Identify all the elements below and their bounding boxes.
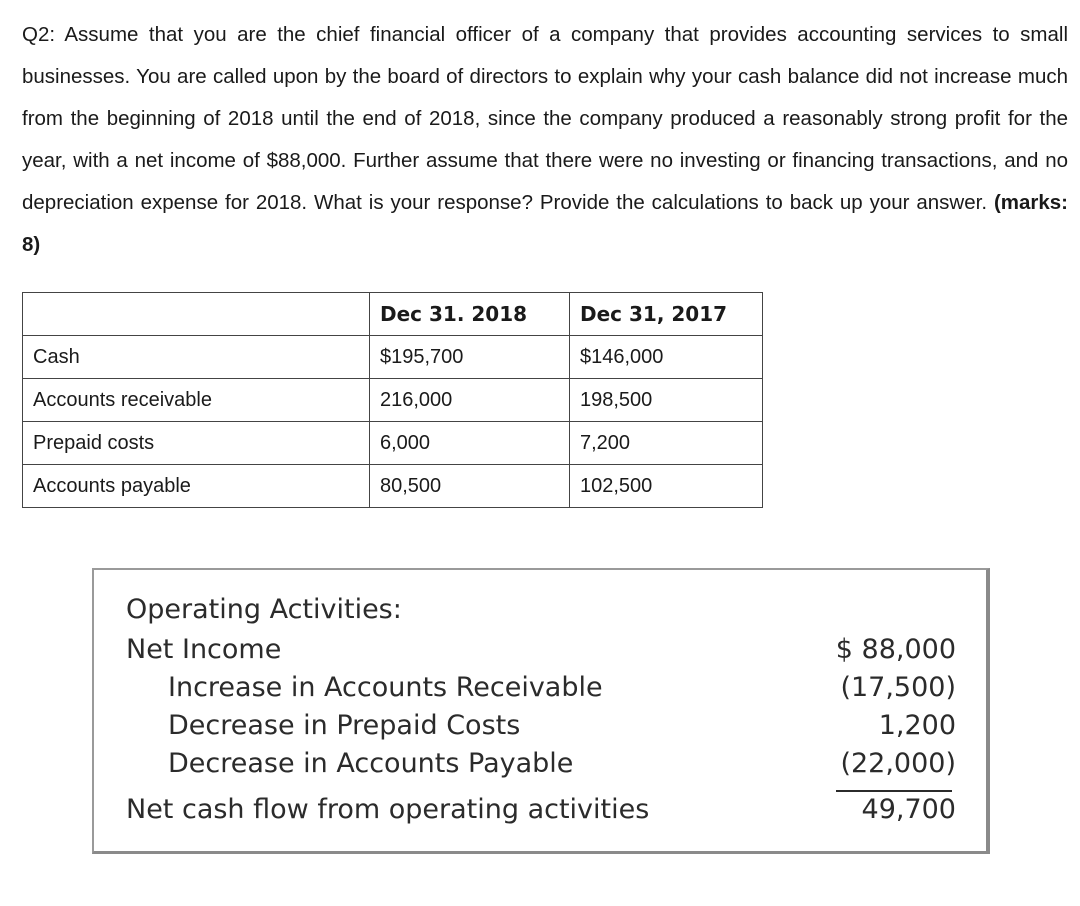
operating-activities-heading: Operating Activities: [126,594,402,625]
row-amount: 1,200 [878,710,956,741]
row-amount: (17,500) [840,672,956,703]
table-cell: 102,500 [570,465,763,508]
net-cash-flow-row [126,794,956,832]
table-cell: 6,000 [370,422,570,465]
table-cell: Accounts receivable [23,379,370,422]
table-cell: Accounts payable [23,465,370,508]
table-cell: Prepaid costs [23,422,370,465]
question-body: Q2: Assume that you are the chief financial officer of a company that provides accounting services to small businesses. You are called upon by the board of directors to explain why your cash balance did not increase much from the beginning of 2018 until the end of 2018, since the company produced a reasonably strong profit for the year, with a net income of $88,000. Further assume that there were no investing or financing transactions, and no depreciation expense for 2018. What is your response? Provide the calculations to back up your answer. [22,23,1068,214]
table-row [23,465,763,508]
table-header-cell: Dec 31. 2018 [370,293,570,336]
table-row [23,379,763,422]
row-amount: 49,700 [861,794,956,825]
table-header-row [23,293,763,336]
balance-table [22,292,763,508]
row-label: Net cash flow from operating activities [126,794,650,825]
table-header-cell [23,293,370,336]
table-header-cell: Dec 31, 2017 [570,293,763,336]
prepaid-costs-row [126,710,956,748]
row-label: Increase in Accounts Receivable [168,672,603,703]
table-row [23,422,763,465]
accounts-payable-row [126,748,956,786]
total-rule [836,790,952,792]
question-text [22,14,1068,266]
table-row [23,336,763,379]
table-cell: 7,200 [570,422,763,465]
table-cell: 198,500 [570,379,763,422]
row-label: Net Income [126,634,282,665]
table-cell: $195,700 [370,336,570,379]
table-cell: 80,500 [370,465,570,508]
question-marks: (marks: 8) [22,191,1068,256]
table-cell: 216,000 [370,379,570,422]
row-amount: $ 88,000 [835,634,956,665]
row-label: Decrease in Accounts Payable [168,748,574,779]
accounts-receivable-row [126,672,956,710]
table-cell: Cash [23,336,370,379]
net-income-row [126,634,956,672]
operating-activities-panel [92,568,990,854]
row-amount: (22,000) [840,748,956,779]
table-cell: $146,000 [570,336,763,379]
row-label: Decrease in Prepaid Costs [168,710,521,741]
